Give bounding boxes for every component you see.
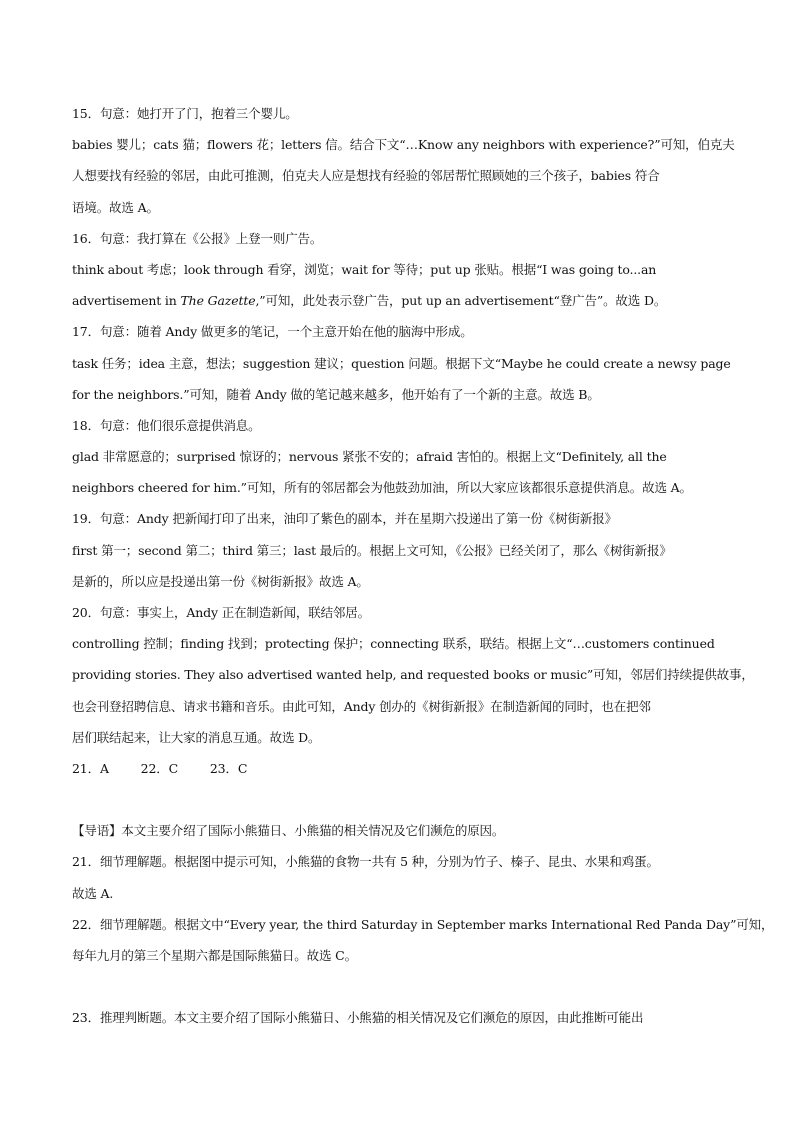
- text-segment: advertisement in: [72, 293, 181, 309]
- spacer: [72, 784, 722, 815]
- document-page: [72, 98, 774, 1033]
- text-line: 19．句意：Andy 把新闻打印了出来，油印了紫色的副本，并在星期六投递出了第一份《树街新报》: [72, 511, 617, 527]
- text-line: think about 考虑；look through 看穿，浏览；wait for 等待；put up 张贴。根据“I was going to...an: [72, 261, 657, 277]
- explanation-23: [72, 1002, 722, 1033]
- text-line: 人想要找有经验的邻居，由此可推测，伯克夫人应是想找有经验的邻居帮忙照顾她的三个孩子，babies 符合: [72, 168, 660, 184]
- text-line: task 任务；idea 主意，想法；suggestion 建议；question 问题。根据下文“Maybe he could create a newsy page: [72, 355, 731, 371]
- text-line: glad 非常愿意的；surprised 惊讶的；nervous 紧张不安的；afraid 害怕的。根据上文“Definitely, all the: [72, 449, 667, 465]
- text-line: 17．句意：随着 Andy 做更多的笔记，一个主意开始在他的脑海中形成。: [72, 324, 473, 340]
- explanations-21-22: [72, 815, 774, 971]
- text-line: 故选 A.: [72, 885, 114, 901]
- text-line: 16．句意：我打算在《公报》上登一则广告。: [72, 230, 323, 246]
- publication-title: The Gazette: [180, 293, 256, 309]
- text-line: controlling 控制；finding 找到；protecting 保护；connecting 联系，联结。根据上文“…customers continued: [72, 636, 715, 652]
- text-line: neighbors cheered for him.”可知，所有的邻居都会为他鼓劲加油，所以大家应该都很乐意提供消息。故选 A。: [72, 480, 692, 496]
- text-line: 【导语】本文主要介绍了国际小熊猫日、小熊猫的相关情况及它们濒危的原因。: [72, 823, 505, 839]
- text-line: 18．句意：他们很乐意提供消息。: [72, 417, 261, 433]
- text-line: for the neighbors.”可知，随着 Andy 做的笔记越来越多，他开始有了一个新的主意。故选 B。: [72, 386, 600, 402]
- text-line: 22．细节理解题。根据文中“Every year, the third Saturday in September marks International Red Panda Day”可知，: [72, 916, 774, 932]
- text-line: 语境。故选 A。: [72, 199, 159, 215]
- answer-21: 21．A: [72, 760, 109, 776]
- text-line: 每年九月的第三个星期六都是国际熊猫日。故选 C。: [72, 947, 357, 963]
- answer-22: 22．C: [140, 760, 179, 776]
- text-line: [72, 285, 722, 316]
- answers-row: [72, 753, 722, 784]
- spacer: [72, 971, 722, 1002]
- text-line: 居们联结起来，让大家的消息互通。故选 D。: [72, 729, 321, 745]
- text-line: 23．推理判断题。本文主要介绍了国际小熊猫日、小熊猫的相关情况及它们濒危的原因，由此推断可能出: [72, 1010, 644, 1026]
- text-line: 也会刊登招聘信息、请求书籍和音乐。由此可知，Andy 创办的《树街新报》在制造新闻的同时，也在把邻: [72, 698, 651, 714]
- text-line: babies 婴儿；cats 猫；flowers 花；letters 信。结合下文“…Know any neighbors with experience?”可知，伯克夫: [72, 137, 735, 153]
- text-line: 是新的，所以应是投递出第一份《树街新报》故选 A。: [72, 573, 369, 589]
- text-line: 21．细节理解题。根据图中提示可知，小熊猫的食物一共有 5 种，分别为竹子、榛子、昆虫、水果和鸡蛋。: [72, 854, 659, 870]
- text-segment: ,”可知，此处表示登广告，put up an advertisement“登广告”。故选 D。: [255, 293, 667, 309]
- text-line: first 第一；second 第二；third 第三；last 最后的。根据上文可知，《公报》已经关闭了，那么《树街新报》: [72, 542, 672, 558]
- text-line: 15．句意：她打开了门，抱着三个婴儿。: [72, 106, 298, 121]
- answer-23: 23．C: [209, 760, 248, 776]
- text-line: 20．句意：事实上，Andy 正在制造新闻，联结邻居。: [72, 605, 370, 620]
- text-line: providing stories. They also advertised wanted help, and requested books or music”可知，邻居们持续提供故事，: [72, 667, 754, 683]
- explanations-15-20: [72, 98, 754, 753]
